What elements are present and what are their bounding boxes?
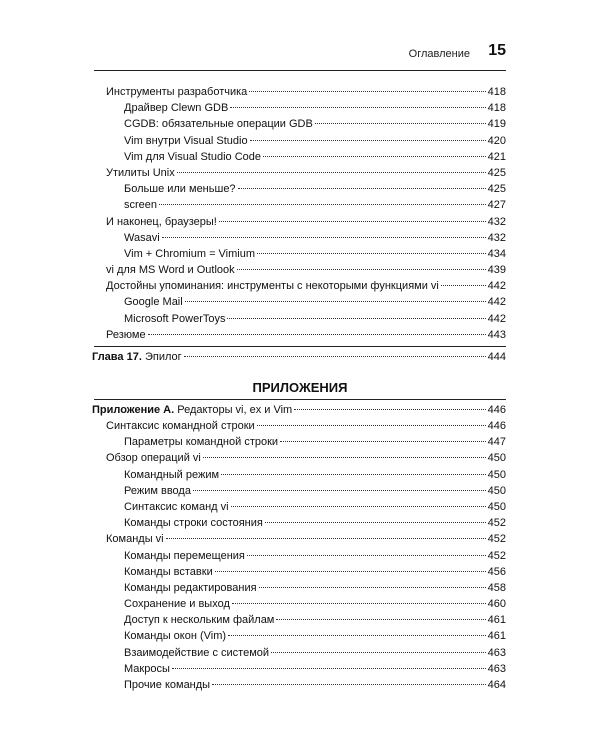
appendix-label: Приложение А. [92,404,175,416]
toc-title: Google Mail [124,296,183,309]
toc-entry[interactable] [106,677,506,693]
dot-leader [193,490,486,491]
toc-page: 434 [487,247,506,260]
toc-title: Wasavi [124,231,160,244]
toc-title: Команды vi [106,533,164,546]
toc-entry[interactable] [106,434,506,450]
toc-entry[interactable] [106,628,506,644]
toc-page: 450 [487,452,506,465]
toc-entry[interactable] [106,515,506,531]
toc-list-appendix [106,418,506,693]
toc-entry[interactable] [106,214,506,230]
dot-leader [162,237,486,238]
toc-title: Vim для Visual Studio Code [124,150,262,163]
toc-title: Больше или меньше? [124,183,236,196]
toc-page: 452 [487,533,506,546]
toc-title: Обзор операций vi [106,452,201,465]
toc-page: 418 [487,86,506,98]
toc-page: 444 [487,351,506,363]
toc-entry[interactable] [106,246,506,262]
toc-appendix-heading [92,402,506,418]
toc-page: 439 [487,264,506,277]
toc-title: screen [124,199,158,212]
page-number: 15 [488,42,506,59]
toc-title: Vim внутри Visual Studio [124,134,248,147]
dot-leader [257,425,486,426]
toc-page: 421 [487,150,506,163]
toc-title: CGDB: обязательные операции GDB [124,118,313,131]
dot-leader [219,221,486,222]
toc-entry[interactable] [106,661,506,677]
toc-page: 432 [487,215,506,228]
running-header-section: Оглавление [408,48,470,60]
toc-title: Режим ввода [124,484,191,497]
toc-page: 452 [487,549,506,562]
dot-leader [231,506,486,507]
toc-entry[interactable] [106,165,506,181]
toc-title: Команды перемещения [124,549,245,562]
toc-entry[interactable] [106,467,506,483]
dot-leader [227,318,485,319]
toc-entry[interactable] [106,100,506,116]
toc-title: Параметры командной строки [124,436,279,449]
toc-page: 461 [487,630,506,643]
toc-entry[interactable] [106,181,506,197]
toc-page: 460 [487,598,506,611]
toc-entry[interactable] [106,499,506,515]
dot-leader [148,334,486,335]
dot-leader [177,172,486,173]
toc-entry-appendix-a[interactable] [92,402,506,418]
dot-leader [203,457,486,458]
dot-leader [172,668,486,669]
toc-title: Взаимодействие с системой [124,646,270,659]
toc-page: 464 [487,679,506,691]
running-header [94,38,506,71]
toc-chapter [92,349,506,365]
toc-title: Доступ к нескольким файлам [124,614,275,627]
dot-leader [230,107,485,108]
chapter-divider [94,346,506,347]
toc-page: 418 [487,102,506,115]
toc-title: Vim + Chromium = Vimium [124,247,256,260]
toc-entry[interactable] [106,327,506,343]
toc-entry[interactable] [106,580,506,596]
toc-title: Команды строки состояния [124,517,263,530]
toc-entry[interactable] [106,262,506,278]
toc-title: vi для MS Word и Outlook [106,264,235,277]
toc-entry[interactable] [106,645,506,661]
dot-leader [215,571,486,572]
dot-leader [250,140,486,141]
toc-page: 463 [487,646,506,659]
toc-entry[interactable] [106,612,506,628]
appendix-divider [94,399,506,400]
dot-leader [228,635,486,636]
dot-leader [232,603,486,604]
toc-page: 427 [487,199,506,212]
toc-entry[interactable] [106,531,506,547]
toc-page: 425 [487,166,506,179]
toc-title: И наконец, браузеры! [106,215,217,228]
toc-entry[interactable] [106,418,506,434]
toc-page: 456 [487,565,506,578]
toc-page: 442 [487,280,506,293]
toc-page: 458 [487,581,506,594]
toc-title: Команды вставки [124,565,213,578]
toc-entry[interactable] [106,133,506,149]
dot-leader [259,587,486,588]
part-title: ПРИЛОЖЕНИЯ [252,380,348,395]
dot-leader [185,301,486,302]
toc-entry[interactable] [106,230,506,246]
toc-title: Microsoft PowerToys [124,312,226,325]
toc-entry[interactable] [106,294,506,310]
toc-title: Драйвер Clewn GDB [124,102,229,115]
toc-page: 450 [487,468,506,481]
dot-leader [263,156,486,157]
toc-title: Достойны упоминания: инструменты с некоторыми функциями vi [106,280,439,293]
toc-entry[interactable] [106,548,506,564]
dot-leader [271,652,486,653]
toc-entry[interactable] [106,483,506,499]
toc-title: Синтаксис командной строки [106,420,255,432]
dot-leader [237,269,486,270]
toc-title: Инструменты разработчика [106,86,248,98]
toc-page: 442 [487,312,506,325]
toc-entry-chapter-17[interactable] [92,349,506,365]
toc-title: Командный режим [124,468,220,481]
toc-entry[interactable] [106,278,506,294]
dot-leader [249,91,485,92]
toc-title: Прочие команды [124,679,211,691]
dot-leader [247,555,486,556]
dot-leader [221,474,486,475]
dot-leader [294,409,485,410]
toc-page: 442 [487,296,506,309]
toc-entry[interactable] [106,450,506,466]
toc-page: 450 [487,484,506,497]
toc-page: 425 [487,183,506,196]
toc-page: 432 [487,231,506,244]
toc-page: 452 [487,517,506,530]
appendix-title: Редакторы vi, ex и Vim [177,404,293,416]
dot-leader [276,619,485,620]
toc-page: 443 [487,328,506,341]
toc-page: 450 [487,500,506,513]
toc-entry[interactable] [106,197,506,213]
dot-leader [166,538,486,539]
toc-entry[interactable] [106,116,506,132]
toc-entry[interactable] [106,149,506,165]
dot-leader [184,356,486,357]
toc-page: 446 [487,420,506,432]
dot-leader [265,522,486,523]
chapter-title: Эпилог [144,351,182,363]
toc-page: 461 [487,614,506,627]
toc-list-top [106,84,506,343]
toc-page: 420 [487,134,506,147]
dot-leader [212,684,486,685]
toc-page: 463 [487,662,506,675]
toc-entry[interactable] [106,596,506,612]
toc-title: Макросы [124,662,170,675]
toc-title: Команды редактирования [124,581,257,594]
dot-leader [238,188,486,189]
toc-title: Утилиты Unix [106,166,175,179]
toc-page: 446 [487,404,506,416]
dot-leader [441,285,486,286]
dot-leader [159,204,486,205]
dot-leader [280,441,486,442]
toc-title: Команды окон (Vim) [124,630,227,643]
dot-leader [315,123,486,124]
toc-title: Резюме [106,328,146,341]
chapter-label: Глава 17. [92,351,142,363]
toc-title: Сохранение и выход [124,598,230,611]
toc-entry[interactable] [106,311,506,327]
toc-entry[interactable] [106,564,506,580]
toc-page: 419 [487,118,506,131]
dot-leader [257,253,486,254]
toc-page: 447 [487,436,506,449]
toc-entry[interactable] [106,84,506,100]
toc-title: Синтаксис команд vi [124,500,229,513]
